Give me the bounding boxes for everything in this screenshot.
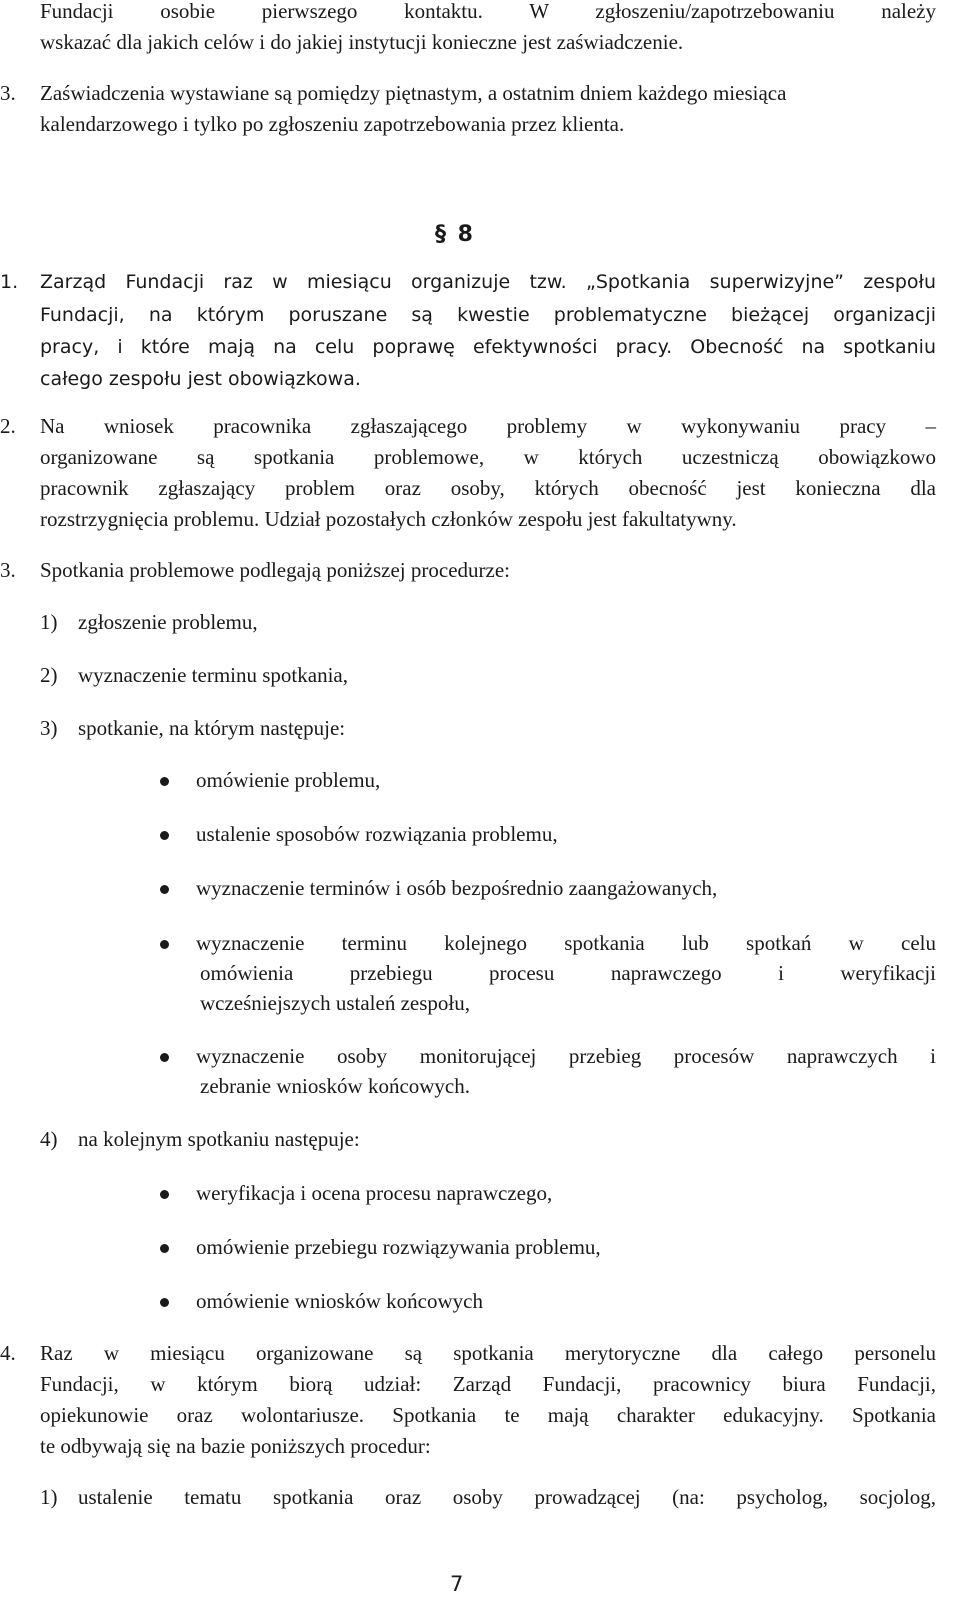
text-line: rozstrzygnięcia problemu. Udział pozostałych członków zespołu jest fakultatywny. [40,507,737,531]
sublist-number: 3) [40,716,58,740]
bullet-item-cont: wcześniejszych ustaleń zespołu, [200,991,470,1015]
sublist-number: 2) [40,663,58,687]
list-number: 2. [0,414,16,438]
page-number: 7 [450,1572,464,1596]
bullet-icon [160,1190,169,1199]
text-line: pracy, i które mają na celu poprawę efektywności pracy. Obecność na spotkaniu [40,336,936,358]
bullet-item: ustalenie sposobów rozwiązania problemu, [196,822,558,846]
bullet-item: omówienie przebiegu rozwiązywania problemu, [196,1235,601,1259]
bullet-icon [160,1298,169,1307]
text-line: Fundacji, na którym poruszane są kwestie problematyczne bieżącej organizacji [40,304,936,326]
text-line: Raz w miesiącu organizowane są spotkania merytoryczne dla całego personelu [40,1341,936,1365]
bullet-icon [160,777,169,786]
bullet-item: weryfikacja i ocena procesu naprawczego, [196,1181,553,1205]
list-number: 3. [0,558,16,582]
sublist-item: wyznaczenie terminu spotkania, [78,663,348,687]
text-line: te odbywają się na bazie poniższych procedur: [40,1434,431,1458]
text-line: całego zespołu jest obowiązkowa. [40,368,361,390]
text-line: Zarząd Fundacji raz w miesiącu organizuje tzw. „Spotkania superwizyjne” zespołu [40,271,936,293]
bullet-icon [160,1244,169,1253]
section-heading: § 8 [435,222,475,247]
text-line: wskazać dla jakich celów i do jakiej instytucji konieczne jest zaświadczenie. [40,30,684,54]
bullet-item-cont: omówienia przebiegu procesu naprawczego i weryfikacji [200,961,936,985]
text-line: Fundacji osobie pierwszego kontaktu. W zgłoszeniu/zapotrzebowaniu należy [40,0,936,23]
bullet-item: wyznaczenie terminów i osób bezpośrednio zaangażowanych, [196,876,718,900]
sublist-item: spotkanie, na którym następuje: [78,716,346,740]
sublist-item: zgłoszenie problemu, [78,610,258,634]
text-line: Fundacji, w którym biorą udział: Zarząd Fundacji, pracownicy biura Fundacji, [40,1372,936,1396]
sublist-number: 4) [40,1127,58,1151]
bullet-item: wyznaczenie terminu kolejnego spotkania lub spotkań w celu [196,931,936,955]
sublist-item: ustalenie tematu spotkania oraz osoby prowadzącej (na: psycholog, socjolog, [78,1485,936,1509]
text-line: Spotkania problemowe podlegają poniższej procedurze: [40,558,510,582]
text-line: kalendarzowego i tylko po zgłoszeniu zapotrzebowania przez klienta. [40,112,625,136]
bullet-item: wyznaczenie osoby monitorującej przebieg procesów naprawczych i [196,1044,936,1068]
text-line: Na wniosek pracownika zgłaszającego problemy w wykonywaniu pracy – [40,414,936,438]
text-line: pracownik zgłaszający problem oraz osoby, których obecność jest konieczna dla [40,476,936,500]
bullet-icon [160,831,169,840]
sublist-item: na kolejnym spotkaniu następuje: [78,1127,360,1151]
list-number: 1. [0,271,19,293]
bullet-icon [160,1053,169,1062]
bullet-item: omówienie problemu, [196,768,381,792]
text-line: Zaświadczenia wystawiane są pomiędzy piętnastym, a ostatnim dniem każdego miesiąca [40,81,787,105]
list-number: 3. [0,81,16,105]
sublist-number: 1) [40,610,58,634]
text-line: organizowane są spotkania problemowe, w których uczestniczą obowiązkowo [40,445,936,469]
bullet-item: omówienie wniosków końcowych [196,1289,483,1313]
bullet-icon [160,940,169,949]
list-number: 4. [0,1341,16,1365]
bullet-icon [160,885,169,894]
sublist-number: 1) [40,1485,58,1509]
text-line: opiekunowie oraz wolontariusze. Spotkania te mają charakter edukacyjny. Spotkania [40,1403,936,1427]
bullet-item-cont: zebranie wniosków końcowych. [200,1074,471,1098]
